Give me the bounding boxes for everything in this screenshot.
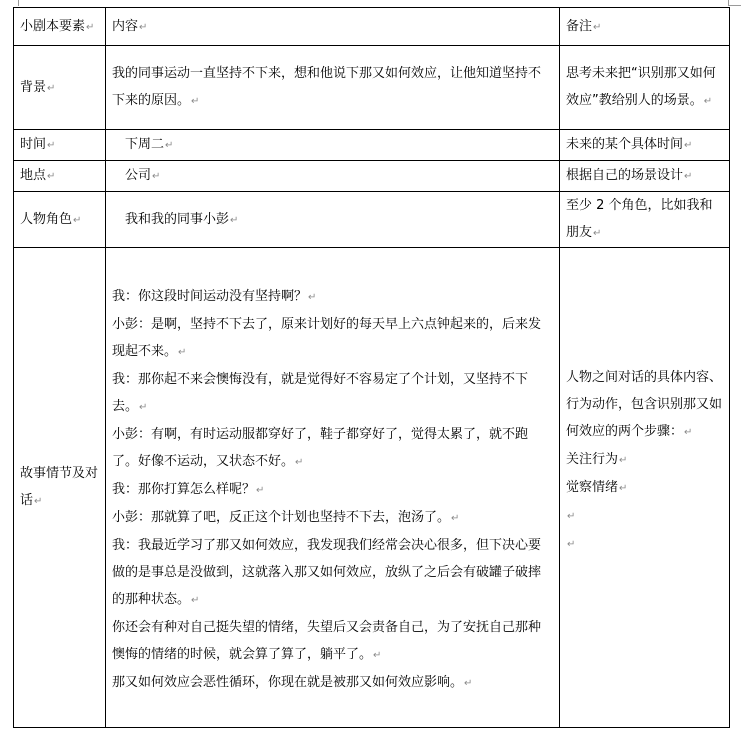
dialogue-line: 我：你这段时间运动没有坚持啊？↵ — [112, 288, 317, 304]
table-row-time — [14, 130, 730, 161]
row-content: 公司↵ — [106, 161, 560, 192]
header-cell-note: 备注↵ — [560, 8, 730, 46]
row-label: 地点↵ — [14, 161, 106, 192]
story-note-cell — [560, 248, 730, 728]
page-corner-mark-left — [18, 0, 19, 6]
table-row-story — [14, 248, 730, 728]
row-note: 未来的某个具体时间↵ — [560, 130, 730, 161]
note-line: 人物之间对话的具体内容、行为动作，包含识别那又如何效应的两个步骤：↵ — [566, 369, 723, 439]
note-spacer — [566, 558, 723, 585]
note-spacer — [566, 585, 723, 612]
dialogue-cell — [106, 248, 560, 728]
dialogue-line: 你还会有种对自己挺失望的情绪，失望后又会责备自己，为了安抚自己那种懊悔的情绪的时候，就会算了算了，躺平了。↵ — [112, 619, 542, 662]
dialogue-line: 那又如何效应会恶性循环，你现在就是被那又如何效应影响。↵ — [112, 674, 473, 690]
dialogue-lines — [112, 279, 553, 697]
page-corner-mark-right-h — [729, 5, 741, 6]
dialogue-line: 小彭：那就算了吧，反正这个计划也坚持不下去，泡汤了。↵ — [112, 509, 460, 525]
row-label: 时间↵ — [14, 130, 106, 161]
empty-paragraph: ↵ — [567, 510, 576, 522]
row-note: 根据自己的场景设计↵ — [560, 161, 730, 192]
empty-paragraph: ↵ — [567, 538, 576, 550]
table-header-row — [14, 8, 730, 46]
row-label: 背景↵ — [14, 46, 106, 130]
row-content: 我的同事运动一直坚持不下来，想和他说下那又如何效应，让他知道坚持不下来的原因。↵ — [106, 46, 560, 130]
note-line: 觉察情绪↵ — [566, 479, 628, 495]
story-note-lines — [566, 364, 723, 612]
header-cell-content: 内容↵ — [106, 8, 560, 46]
dialogue-line: 小彭：有啊，有时运动服都穿好了，鞋子都穿好了，觉得太累了，就不跑了。好像不运动，又状态不好。↵ — [112, 426, 529, 469]
row-note: 思考未来把“识别那又如何效应”教给别人的场景。↵ — [560, 46, 730, 130]
script-elements-table — [13, 7, 730, 728]
dialogue-line: 我：那你打算怎么样呢？↵ — [112, 481, 265, 497]
note-line: 关注行为↵ — [566, 451, 628, 467]
dialogue-line: 我：我最近学习了那又如何效应，我发现我们经常会决心很多，但下决心要做的是事总是没做到，这就落入那又如何效应，放纵了之后会有破罐子破摔的那种状态。↵ — [112, 537, 542, 607]
row-content: 下周二↵ — [106, 130, 560, 161]
table-row-background — [14, 46, 730, 130]
dialogue-line: 小彭：是啊，坚持不下去了，原来计划好的每天早上六点钟起来的，后来发现起不来。↵ — [112, 316, 542, 359]
header-cell-element: 小剧本要素↵ — [14, 8, 106, 46]
table-row-place — [14, 161, 730, 192]
dialogue-line: 我：那你起不来会懊悔没有，就是觉得好不容易定了个计划，又坚持不下去。↵ — [112, 371, 529, 414]
row-note: 至少 2 个角色，比如我和朋友↵ — [560, 192, 730, 248]
row-label: 人物角色↵ — [14, 192, 106, 248]
row-content: 我和我的同事小彭↵ — [106, 192, 560, 248]
row-label: 故事情节及对话↵ — [14, 248, 106, 728]
table-row-characters — [14, 192, 730, 248]
